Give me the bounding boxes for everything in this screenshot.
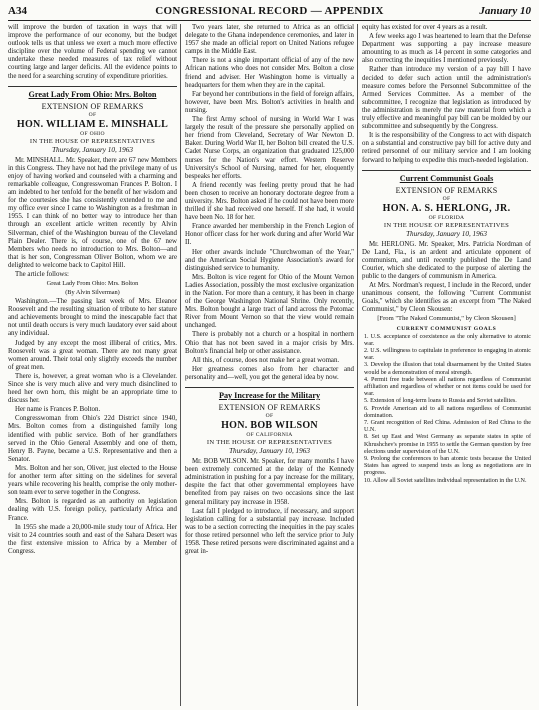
paragraph: France awarded her membership in the French Legion of Honor officer class for her work during and after World War II.: [185, 223, 354, 247]
article-paragraph: Congresswoman from Ohio's 22d District since 1940, Mrs. Bolton comes from a distinguished family long identified with public service. Both of her grandfathers served in the Ohio General Assembly and one of them, Henry B. Payne, became a U.S. Representative and then a Senator.: [8, 415, 177, 463]
section-rule: [362, 170, 531, 171]
of-label: OF: [88, 111, 97, 118]
extension-label: EXTENSION OF REMARKS: [41, 101, 144, 111]
article-title: Great Lady From Ohio: Mrs. Bolton: [46, 280, 139, 288]
column-divider: [357, 24, 358, 706]
header-rule: [8, 20, 531, 21]
goals-list: [362, 334, 531, 485]
article-paragraph: There is, however, a great woman who is a Clevelander. Since she is very much alive and very much disinclined to heed her own horn, this might be an appropriate time to discuss her.: [8, 372, 177, 405]
continued-paragraph: equity has existed for over 4 years as a result.: [362, 24, 488, 31]
extension-label: EXTENSION OF REMARKS: [395, 185, 498, 195]
continued-paragraph: will improve the burden of taxation in ways that will improve the performance of our economy, but the budget outlook tells us that unless we exert a much more effective discipline over the volume of Federal spending we cannot undertake these needed measures of tax relief without courting large and larger deficits. All the evidence points to the need for a searching scrutiny of expenditure priorities.: [8, 24, 177, 80]
section-heading: Great Lady From Ohio: Mrs. Bolton: [28, 89, 157, 99]
section-heading: Pay Increase for the Military: [218, 391, 321, 401]
paragraph: Rather than introduce my version of a pay bill I have decided to defer such action until the administration's measure comes before the Personnel Subcommittee of the Armed Services Committee. As a member of the subcommittee, I recognize that legislation as introduced by the administration is merely the raw material from which a truly effective and meaningful pay bill can be molded by our subcommittee and subsequently by the Congress.: [362, 66, 531, 131]
article-byline: (By Alvin Silverman): [65, 289, 120, 297]
paragraph: Mr. BOB WILSON. Mr. Speaker, for many months I have been extremely concerned at the delay of the Kennedy administration in pushing for a pay increase for the military, despite the fact that other governmental employees have benefited from pay raises on two occasions since the last general military pay increase in 1958.: [185, 458, 354, 506]
list-item: 6. Provide American aid to all nations regardless of Communist domination.: [364, 405, 531, 419]
header-date: January 10: [479, 5, 531, 17]
source-line: [From "The Naked Communist," by Cleon Skousen]: [377, 315, 516, 323]
member-name: HON. WILLIAM E. MINSHALL: [16, 118, 169, 130]
page-number: A34: [8, 5, 27, 17]
remarks-date: Thursday, January 10, 1963: [229, 447, 310, 456]
list-item: 1. U.S. acceptance of coexistence as the only alternative to atomic war.: [364, 333, 531, 347]
paragraph: It is the responsibility of the Congress to act with dispatch on a substantial and constructive pay bill for active duty and retired personnel of our military service and I am looking forward to helping to expedite this much-needed legislation.: [362, 132, 531, 164]
paragraph: Mr. HERLONG. Mr. Speaker, Mrs. Patricia Nordman of De Land, Fla., is an ardent and articulate opponent of communism, and until recently published the De Land Courier, which she dedicated to the purpose of alerting the public to the dangers of communism in America.: [362, 240, 531, 280]
member-state: OF CALIFORNIA: [246, 432, 293, 439]
paragraph: Her greatness comes also from her character and personality and—well, you get the general idea by now.: [185, 365, 354, 381]
section-heading: Current Communist Goals: [399, 173, 494, 183]
remarks-date: Thursday, January 10, 1963: [52, 145, 133, 154]
paragraph: Two years later, she returned to Africa as an official delegate to the Ghana independence ceremonies, and later in 1957 she made an official report on United Nations refugee camps in the Middle East.: [185, 24, 354, 56]
page-header: [8, 5, 531, 21]
list-item: 2. U.S. willingness to capitulate in preference to engaging in atomic war.: [364, 347, 531, 362]
paragraph: Far beyond her contributions in the field of foreign affairs, however, have been Mrs. Bolton's activities in health and nursing.: [185, 90, 354, 114]
article-paragraph: In 1955 she made a 20,000-mile study tour of Africa. Her visit to 24 countries south and east of the Sahara Desert was the first extensive mission to Africa by a Member of Congress.: [8, 523, 177, 555]
chamber-label: IN THE HOUSE OF REPRESENTATIVES: [29, 137, 156, 145]
list-item: 7. Grant recognition of Red China. Admission of Red China to the U.N.: [364, 419, 531, 434]
paragraph: All this, of course, does not make her a great woman.: [192, 356, 340, 364]
section-rule: [185, 387, 354, 388]
list-item: 8. Set up East and West Germany as separate states in spite of Khrushchev's promise in 1955 to settle the German question by free elections under supervision of the U.N.: [364, 434, 531, 455]
article-paragraph: Mrs. Bolton and her son, Oliver, just elected to the House for another term after sitting on the sidelines for several years while recovering his health, comprise the only mother-son team ever to serve together in the Congress.: [8, 464, 177, 497]
paragraph: Mr. MINSHALL. Mr. Speaker, there are 67 new Members in this Congress. They have not had the privilege many of us enjoy of having worked and counseled with a charming and remarkable colleague, Congresswoman Frances P. Bolton. I am indebted to her tenfold for the benefit of her wisdom and for the courtesies she has consistently extended to me and my office ever since I came to Washington as a freshman in 1955. I can think of no better way to introduce her than through an excellent article written recently by Alvin Silverman, chief of the Washington bureau of the Cleveland Plain Dealer. There is, of course, one of the 67 new Members who needs no introduction to Mrs. Bolton—and that is her son, Congressman Oliver Bolton, whom we are delighted to welcome back to Capitol Hill.: [8, 156, 177, 269]
list-item: 10. Allow all Soviet satellites individual representation in the U.N.: [364, 477, 527, 484]
column-1: [8, 24, 177, 708]
paragraph: A friend recently was feeling pretty proud that he had been chosen to receive an honorary doctorate degree from a university. Mrs. Bolton asked if he could not have been more thrilled if she had received one herself. If she had, it would have been No. 18 for her.: [185, 181, 354, 222]
member-state: OF OHIO: [80, 130, 105, 137]
of-label: OF: [442, 195, 451, 202]
list-item: 3. Develop the illusion that total disarmament by the United States would be a demonstration of moral strength.: [364, 362, 531, 376]
paragraph: There is probably not a church or a hospital in northern Ohio that has not been saved in a major crisis by Mrs. Bolton's financial help or other assistance.: [185, 331, 354, 355]
article-paragraph: Her name is Frances P. Bolton.: [15, 406, 101, 414]
column-divider: [180, 24, 181, 706]
list-item: 5. Extension of long-term loans to Russia and Soviet satellites.: [364, 398, 517, 405]
paragraph: Mrs. Bolton is vice regent for Ohio of the Mount Vernon Ladies Association, possibly the most exclusive organization in the Nation. For more than a century, it has been in charge of the George Washington National Shrine. Only recently, Mrs. Bolton bought a large tract of land across the Potomac River from Mount Vernon so that the view would remain unchanged.: [185, 273, 354, 330]
section-rule: [8, 86, 177, 87]
paragraph: At Mrs. Nordman's request, I include in the Record, under unanimous consent, the following "Current Communist Goals," which she identifies as an excerpt from "The Naked Communist," by Cleon Skousen:: [362, 282, 531, 314]
paragraph: Last fall I pledged to introduce, if necessary, and support legislation calling for a substantial pay increase. Included was to be a section correcting the inequities in the pay scales for those retired personnel who left the service prior to July 1958. These retired persons were discriminated against and a great in-: [185, 507, 354, 556]
chamber-label: IN THE HOUSE OF REPRESENTATIVES: [383, 221, 510, 229]
of-label: OF: [265, 413, 274, 420]
paragraph: There is not a single important official of any of the new African nations who does not consider Mrs. Bolton a close friend and adviser. Her Washington home is virtually a headquarters for them when they are in the capital.: [185, 57, 354, 89]
remarks-date: Thursday, January 10, 1963: [406, 229, 487, 238]
column-2: [185, 24, 354, 708]
article-paragraph: Mrs. Bolton is regarded as an authority on legislation dealing with U.S. foreign policy, particularly Africa and France.: [8, 498, 177, 522]
article-paragraph: Judged by any except the most illiberal of critics, Mrs. Roosevelt was a great woman. There are not many great women around. Their total only slightly exceeds the number of great men.: [8, 339, 177, 371]
member-state: OF FLORIDA: [428, 214, 465, 221]
paragraph: A few weeks ago I was heartened to learn that the Defense Department was supporting a pay increase measure amounting to as much as 14 percent in some categories and also correcting the inequities I mentioned previously.: [362, 33, 531, 65]
paragraph: The first Army school of nursing in World War I was largely the result of the pressure she personally applied on her friend from Cleveland, Secretary of War Newton D. Baker. During World War II, her Bolton bill created the U.S. Cadet Nurse Corps, an organization that graduated 125,000 nurses for the Nation's war effort. Western Reserve University's School of Nursing, named for her, eloquently bespeaks her efforts.: [185, 116, 354, 180]
list-item: 4. Permit free trade between all nations regardless of Communist affiliation and regardless of whether or not items could be used for war.: [364, 376, 531, 398]
column-3: [362, 24, 531, 708]
list-title: CURRENT COMMUNIST GOALS: [396, 325, 497, 332]
paragraph: The article follows:: [15, 270, 69, 278]
chamber-label: IN THE HOUSE OF REPRESENTATIVES: [206, 439, 333, 447]
member-name: HON. A. S. HERLONG, JR.: [382, 202, 511, 214]
article-paragraph: Washington.—The passing last week of Mrs. Eleanor Roosevelt and the resulting situation of tribute to her stature and achievements brought to mind the inescapable fact that not until death occurs is very much laudatory ever said about any individual.: [8, 298, 177, 338]
member-name: HON. BOB WILSON: [221, 420, 318, 432]
paragraph: Her other awards include "Churchwoman of the Year," and the American Social Hygiene Association's award for distinguished service to humanity.: [185, 248, 354, 272]
publication-title: CONGRESSIONAL RECORD — APPENDIX: [155, 5, 384, 17]
extension-label: EXTENSION OF REMARKS: [218, 403, 321, 413]
list-item: 9. Prolong the conferences to ban atomic tests because the United States has agreed to suspend tests as long as negotiations are in progress.: [364, 455, 531, 477]
